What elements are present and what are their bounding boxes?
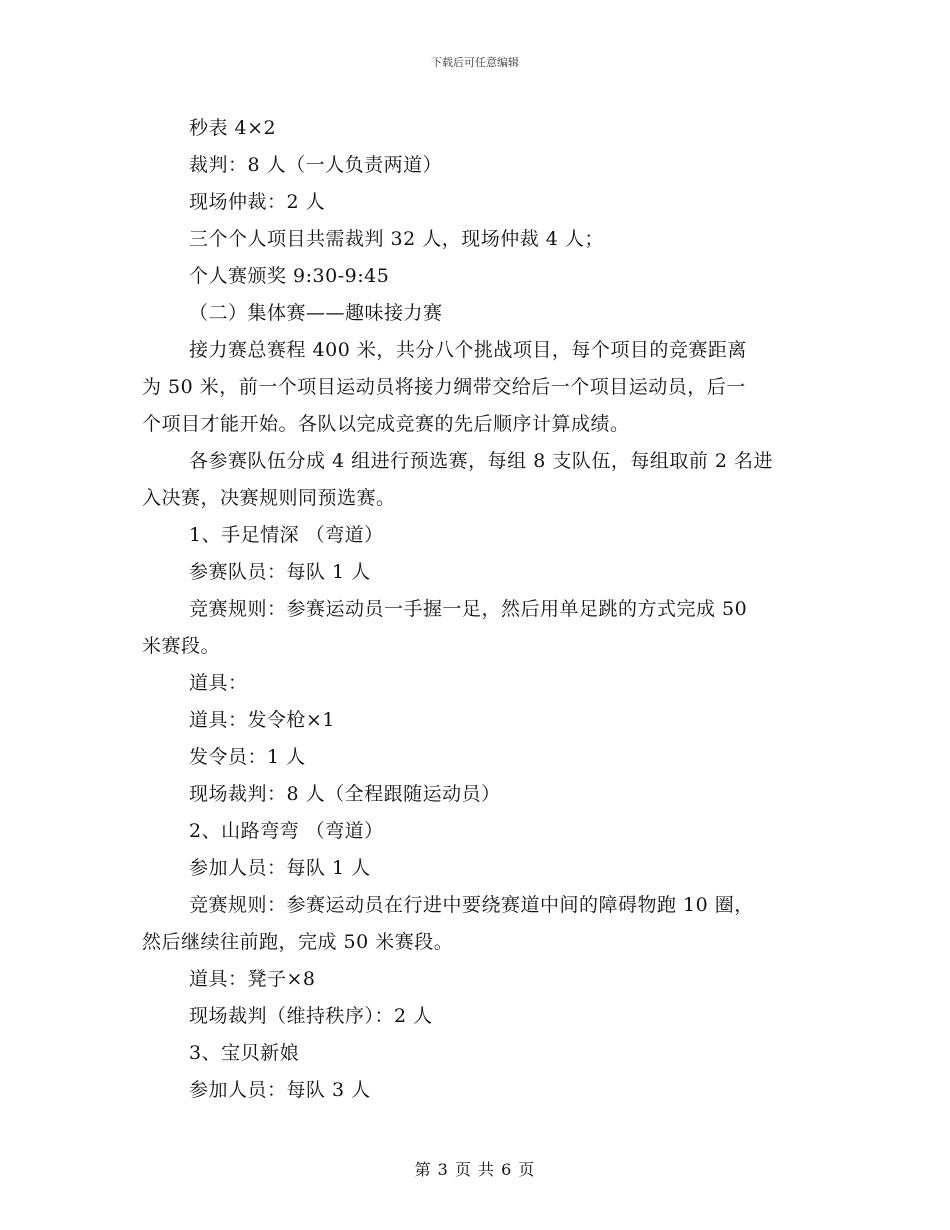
- page-number: 第 3 页 共 6 页: [414, 1160, 536, 1179]
- text-line: 道具：: [189, 672, 248, 694]
- text-line: 裁判：8 人（一人负责两道）: [189, 154, 443, 176]
- text-line: 参加人员：每队 1 人: [189, 857, 371, 879]
- text-line: 三个个人项目共需裁判 32 人，现场仲裁 4 人；: [189, 228, 604, 250]
- text-line: 个人赛颁奖 9:30-9:45: [189, 265, 390, 287]
- text-line: 道具：凳子×8: [189, 968, 316, 990]
- paragraph-line: 然后继续往前跑，完成 50 米赛段。: [142, 931, 454, 953]
- text-line: 发令员：1 人: [189, 746, 306, 768]
- text-line: 秒表 4×2: [189, 117, 277, 139]
- paragraph-line: 接力赛总赛程 400 米，共分八个挑战项目，每个项目的竞赛距离: [189, 339, 747, 361]
- text-line: 参赛队员：每队 1 人: [189, 561, 371, 583]
- paragraph-line: 竞赛规则：参赛运动员在行进中要绕赛道中间的障碍物跑 10 圈，: [189, 894, 754, 916]
- text-line: 道具：发令枪×1: [189, 709, 336, 731]
- text-line: 现场仲裁：2 人: [189, 191, 326, 213]
- paragraph-line: 竞赛规则：参赛运动员一手握一足，然后用单足跳的方式完成 50: [189, 598, 748, 620]
- text-line: 参加人员：每队 3 人: [189, 1079, 371, 1101]
- paragraph-line: 各参赛队伍分成 4 组进行预选赛，每组 8 支队伍，每组取前 2 名进: [189, 450, 774, 472]
- item-heading: 1、手足情深 （弯道）: [189, 524, 384, 546]
- paragraph-line: 米赛段。: [142, 635, 221, 657]
- paragraph-line: 为 50 米，前一个项目运动员将接力绸带交给后一个项目运动员，后一: [142, 376, 746, 398]
- item-heading: 2、山路弯弯 （弯道）: [189, 820, 384, 842]
- page-header: 下载后可任意编辑: [431, 56, 519, 69]
- item-heading: 3、宝贝新娘: [189, 1042, 300, 1064]
- section-heading: （二）集体赛——趣味接力赛: [189, 302, 443, 324]
- paragraph-line: 个项目才能开始。各队以完成竞赛的先后顺序计算成绩。: [142, 413, 630, 435]
- paragraph-line: 入决赛，决赛规则同预选赛。: [142, 487, 396, 509]
- text-line: 现场裁判：8 人（全程跟随运动员）: [189, 783, 501, 805]
- text-line: 现场裁判（维持秩序）：2 人: [189, 1005, 433, 1027]
